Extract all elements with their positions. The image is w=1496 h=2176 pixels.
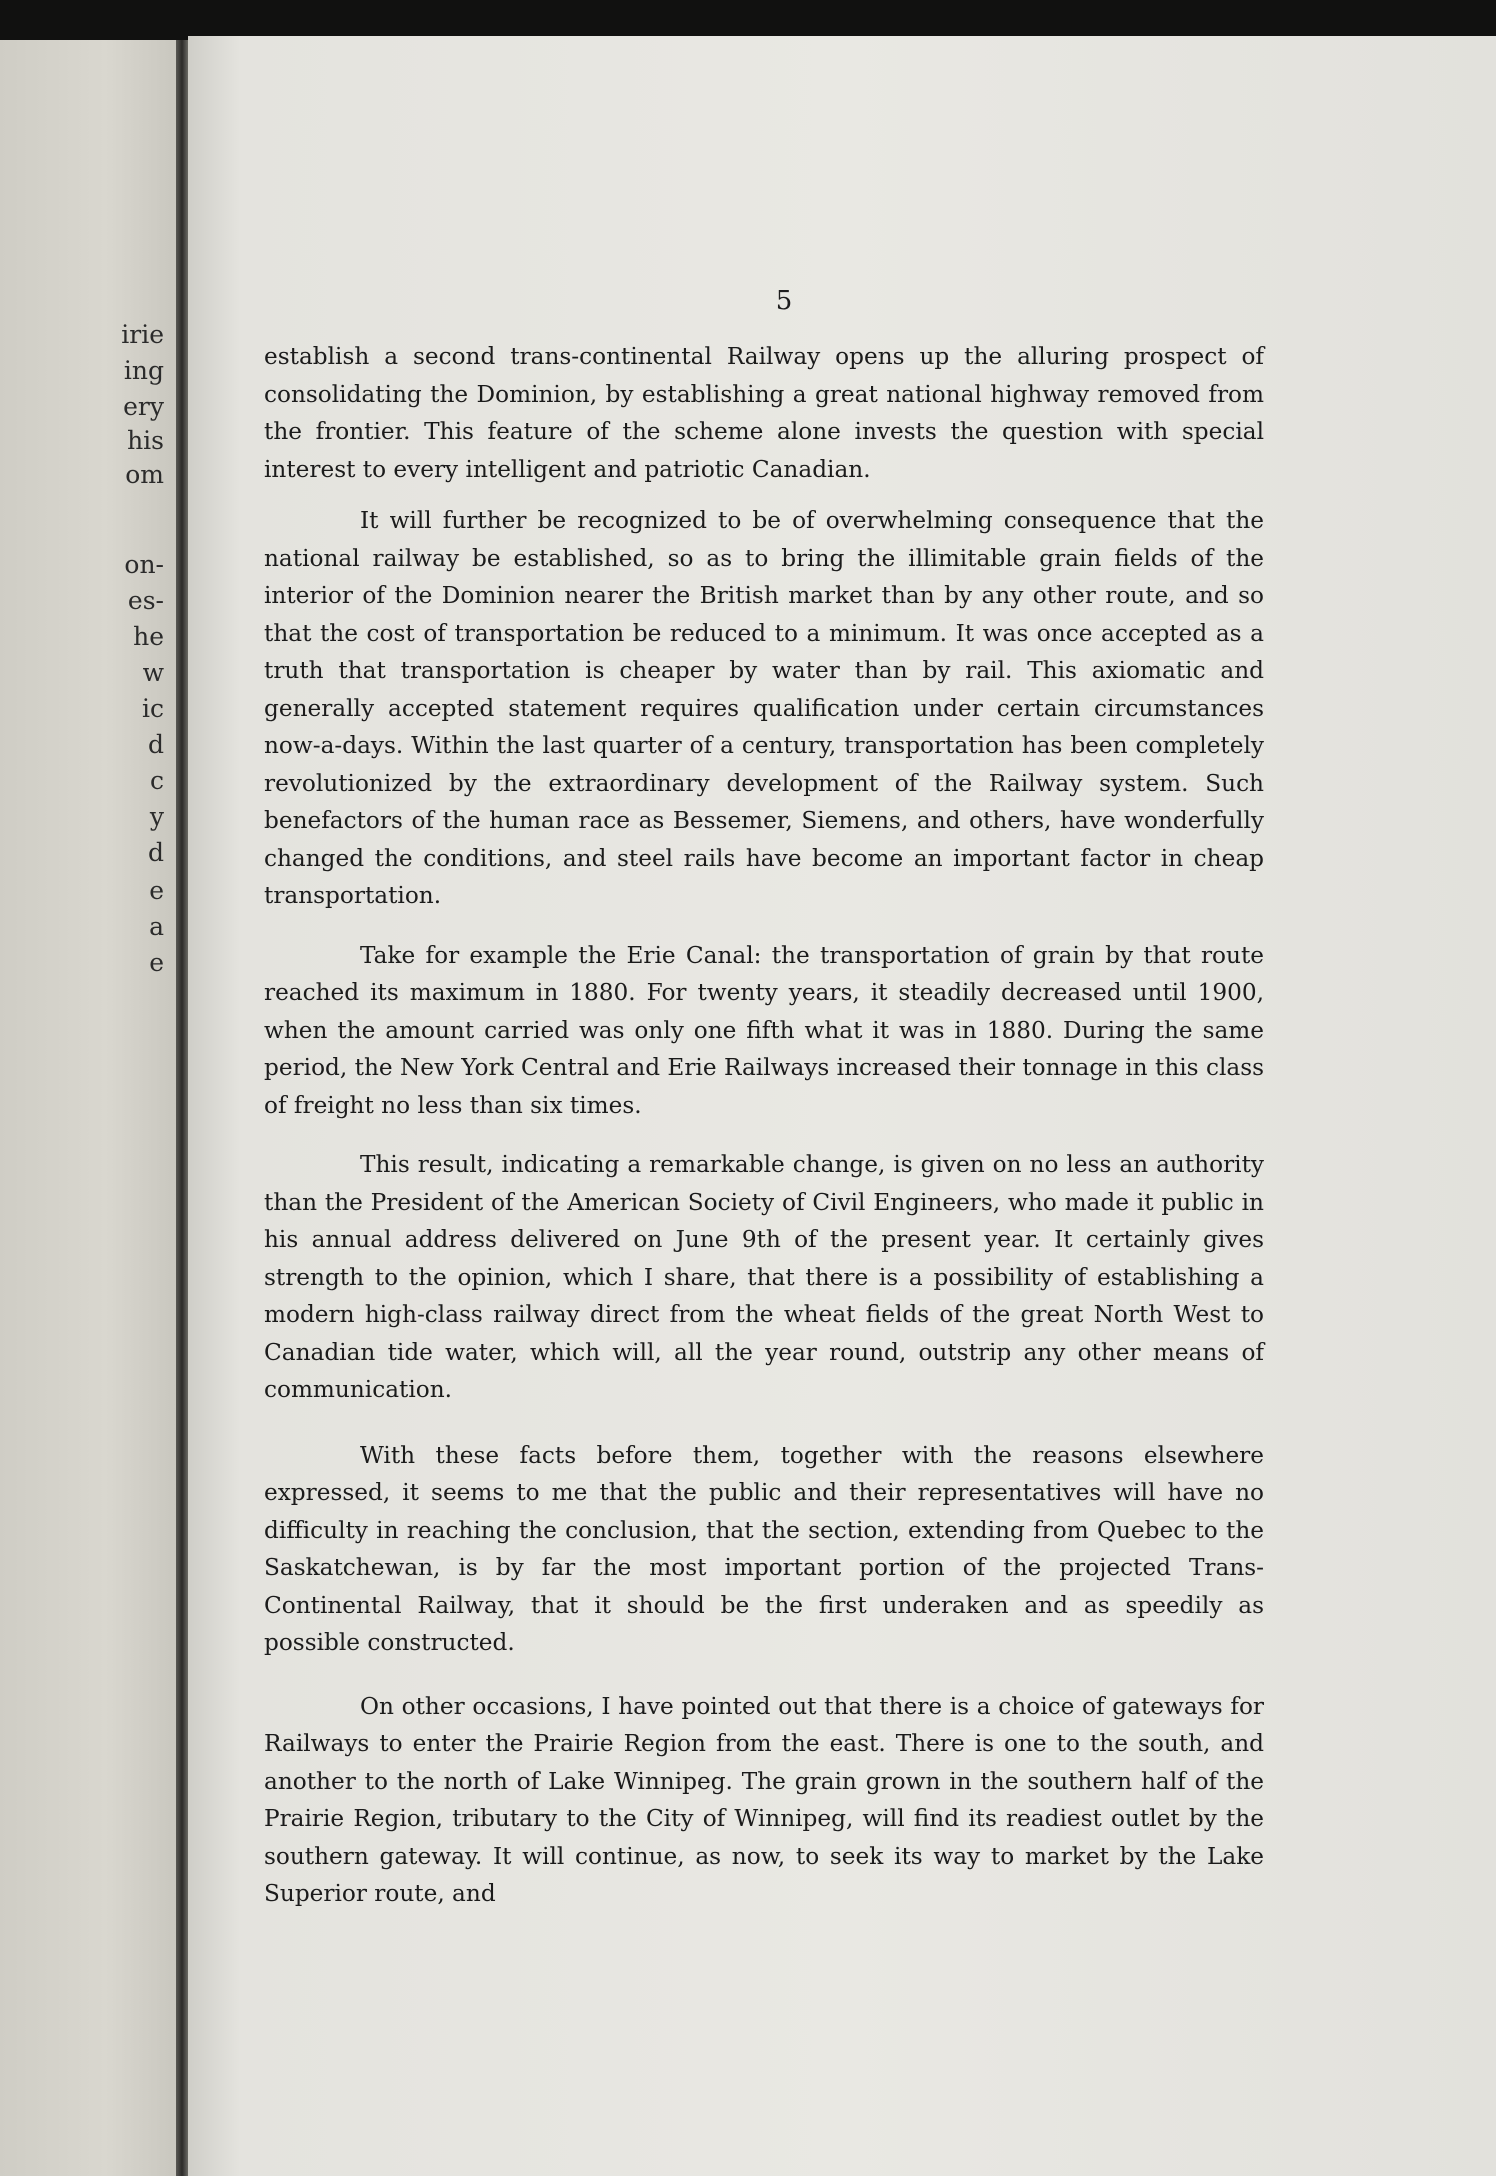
page-number: 5 (775, 286, 793, 316)
left-fragment: irie (121, 320, 164, 349)
left-fragment: ery (123, 392, 164, 421)
left-fragment: es- (127, 586, 164, 615)
left-fragment: w (142, 658, 164, 687)
paragraph: It will further be recognized to be of overwhelming consequence that the national railway be established, so as to bring the illimitable grain fields of the interior of the Dominion nearer the British market than by any other route, and so that the cost of transportation be reduced to a minimum. It was once accepted as a truth that transportation is cheaper by water than by rail. This axiomatic and generally accepted statement requires qualification under certain circumstances now-a-days. Within the last quarter of a century, transportation has been completely revolutionized by the extraordinary development of the Railway system. Such benefactors of the human race as Bessemer, Siemens, and others, have wonderfully changed the conditions, and steel rails have become an important factor in cheap transportation. (264, 507, 1264, 909)
left-fragment: his (127, 426, 164, 455)
left-fragment: y (149, 802, 164, 831)
left-page (0, 40, 176, 2176)
left-fragment: he (133, 622, 164, 651)
paragraph: This result, indicating a remarkable change, is given on no less an authority than the President of the American Society of Civil Engineers, who made it public in his annual address delivered on June 9th of the present year. It certainly gives strength to the opinion, which I share, that there is a possibility of establishing a modern high-class railway direct from the wheat fields of the great North West to Canadian tide water, which will, all the year round, outstrip any other means of communication. (264, 1151, 1264, 1403)
top-border (0, 0, 1496, 40)
left-fragment: on- (124, 550, 164, 579)
left-fragment: a (149, 912, 164, 941)
left-fragment: ing (123, 356, 164, 385)
left-fragment: c (149, 766, 164, 795)
left-fragment: e (149, 948, 164, 977)
left-fragment: d (147, 838, 164, 867)
left-fragment: ic (142, 694, 164, 723)
paragraph: With these facts before them, together with the reasons elsewhere expressed, it seems to me that the public and their representatives will have no difficulty in reaching the conclusion, that the section, extending from Quebec to the Saskatchewan, is by far the most important portion of the projected Trans-Continental Railway, that it should be the first underaken and as speedily as possible constructed. (264, 1441, 1264, 1656)
paragraph: On other occasions, I have pointed out that there is a choice of gateways for Railways to enter the Prairie Region from the east. There is one to the south, and another to the north of Lake Winnipeg. The grain grown in the southern half of the Prairie Region, tributary to the City of Winnipeg, will find its readiest outlet by the southern gateway. It will continue, as now, to seek its way to market by the Lake Superior route, and (264, 1692, 1264, 1907)
paragraph-continuation: establish a second trans-continental Railway opens up the alluring prospect of consolidating the Dominion, by establishing a great national highway removed from the frontier. This feature of the scheme alone invests the question with special interest to every intelligent and patriotic Canadian. (264, 343, 1264, 483)
paragraph: Take for example the Erie Canal: the transportation of grain by that route reached its maximum in 1880. For twenty years, it steadily decreased until 1900, when the amount carried was only one fifth what it was in 1880. During the same period, the New York Central and Erie Railways increased their tonnage in this class of freight no less than six times. (264, 941, 1264, 1119)
left-fragment: om (125, 460, 164, 489)
book-spine (176, 40, 188, 2176)
body-text (264, 338, 1264, 1913)
left-fragment: d (147, 730, 164, 759)
left-fragment: e (149, 876, 164, 905)
